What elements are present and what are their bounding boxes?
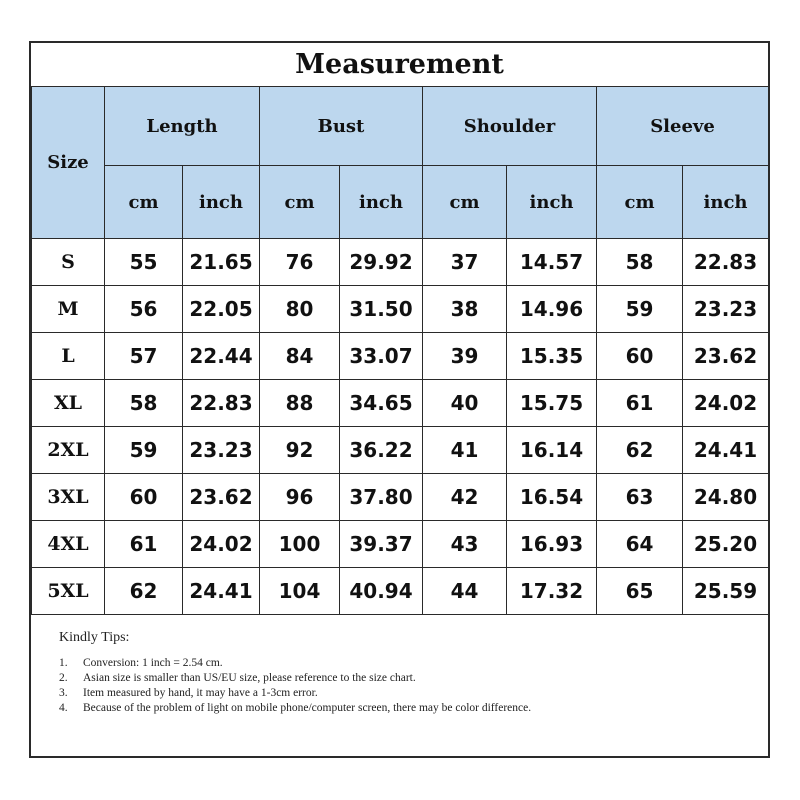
value-cell: 24.41 xyxy=(683,427,769,474)
value-cell: 15.75 xyxy=(507,380,597,427)
table-row xyxy=(32,380,769,427)
group-header-bust: Bust xyxy=(260,87,423,166)
table-row xyxy=(32,286,769,333)
value-cell: 65 xyxy=(597,568,683,615)
value-cell: 40.94 xyxy=(340,568,423,615)
value-cell: 24.02 xyxy=(183,521,260,568)
size-cell: 5XL xyxy=(32,568,105,615)
header-row-units xyxy=(32,166,769,239)
value-cell: 60 xyxy=(105,474,183,521)
value-cell: 31.50 xyxy=(340,286,423,333)
value-cell: 34.65 xyxy=(340,380,423,427)
value-cell: 33.07 xyxy=(340,333,423,380)
value-cell: 43 xyxy=(423,521,507,568)
unit-header: cm xyxy=(423,166,507,239)
tip-text: Asian size is smaller than US/EU size, please reference to the size chart. xyxy=(83,672,416,684)
value-cell: 23.23 xyxy=(183,427,260,474)
value-cell: 55 xyxy=(105,239,183,286)
unit-header: cm xyxy=(260,166,340,239)
size-cell: S xyxy=(32,239,105,286)
value-cell: 23.23 xyxy=(683,286,769,333)
value-cell: 22.83 xyxy=(183,380,260,427)
value-cell: 76 xyxy=(260,239,340,286)
value-cell: 64 xyxy=(597,521,683,568)
value-cell: 42 xyxy=(423,474,507,521)
value-cell: 23.62 xyxy=(683,333,769,380)
value-cell: 16.93 xyxy=(507,521,597,568)
unit-header: inch xyxy=(183,166,260,239)
size-header: Size xyxy=(32,87,105,239)
value-cell: 36.22 xyxy=(340,427,423,474)
value-cell: 39 xyxy=(423,333,507,380)
table-row xyxy=(32,427,769,474)
value-cell: 22.44 xyxy=(183,333,260,380)
group-header-sleeve: Sleeve xyxy=(597,87,769,166)
group-header-length: Length xyxy=(105,87,260,166)
group-header-shoulder: Shoulder xyxy=(423,87,597,166)
size-cell: 2XL xyxy=(32,427,105,474)
value-cell: 62 xyxy=(105,568,183,615)
value-cell: 104 xyxy=(260,568,340,615)
value-cell: 39.37 xyxy=(340,521,423,568)
value-cell: 92 xyxy=(260,427,340,474)
size-cell: 4XL xyxy=(32,521,105,568)
value-cell: 22.83 xyxy=(683,239,769,286)
value-cell: 59 xyxy=(597,286,683,333)
value-cell: 60 xyxy=(597,333,683,380)
table-row xyxy=(32,239,769,286)
unit-header: cm xyxy=(597,166,683,239)
value-cell: 57 xyxy=(105,333,183,380)
table-row xyxy=(32,474,769,521)
value-cell: 100 xyxy=(260,521,340,568)
tip-number: 3. xyxy=(59,687,68,699)
value-cell: 59 xyxy=(105,427,183,474)
value-cell: 37 xyxy=(423,239,507,286)
value-cell: 80 xyxy=(260,286,340,333)
value-cell: 63 xyxy=(597,474,683,521)
header-row-groups xyxy=(32,87,769,166)
size-cell: 3XL xyxy=(32,474,105,521)
tip-number: 2. xyxy=(59,672,68,684)
tips-title: Kindly Tips: xyxy=(59,630,130,645)
value-cell: 24.41 xyxy=(183,568,260,615)
value-cell: 14.57 xyxy=(507,239,597,286)
value-cell: 21.65 xyxy=(183,239,260,286)
value-cell: 58 xyxy=(597,239,683,286)
unit-header: inch xyxy=(340,166,423,239)
unit-header: inch xyxy=(683,166,769,239)
value-cell: 58 xyxy=(105,380,183,427)
value-cell: 61 xyxy=(105,521,183,568)
value-cell: 88 xyxy=(260,380,340,427)
value-cell: 25.59 xyxy=(683,568,769,615)
value-cell: 61 xyxy=(597,380,683,427)
value-cell: 38 xyxy=(423,286,507,333)
value-cell: 17.32 xyxy=(507,568,597,615)
value-cell: 16.54 xyxy=(507,474,597,521)
tip-item xyxy=(59,671,768,686)
value-cell: 22.05 xyxy=(183,286,260,333)
value-cell: 56 xyxy=(105,286,183,333)
size-chart-frame xyxy=(29,41,770,758)
size-cell: XL xyxy=(32,380,105,427)
size-cell: L xyxy=(32,333,105,380)
tip-number: 1. xyxy=(59,657,68,669)
value-cell: 96 xyxy=(260,474,340,521)
value-cell: 14.96 xyxy=(507,286,597,333)
tip-item xyxy=(59,656,768,671)
tips-list xyxy=(59,656,768,716)
value-cell: 15.35 xyxy=(507,333,597,380)
tip-item xyxy=(59,701,768,716)
value-cell: 24.02 xyxy=(683,380,769,427)
value-cell: 41 xyxy=(423,427,507,474)
value-cell: 16.14 xyxy=(507,427,597,474)
tip-text: Conversion: 1 inch = 2.54 cm. xyxy=(83,657,223,669)
tip-text: Because of the problem of light on mobile phone/computer screen, there may be color difference. xyxy=(83,702,532,714)
size-cell: M xyxy=(32,286,105,333)
value-cell: 62 xyxy=(597,427,683,474)
tip-item xyxy=(59,686,768,701)
tip-text: Item measured by hand, it may have a 1-3cm error. xyxy=(83,687,318,699)
value-cell: 84 xyxy=(260,333,340,380)
table-row xyxy=(32,333,769,380)
value-cell: 29.92 xyxy=(340,239,423,286)
unit-header: cm xyxy=(105,166,183,239)
size-table xyxy=(31,86,769,615)
table-row xyxy=(32,521,769,568)
table-row xyxy=(32,568,769,615)
value-cell: 40 xyxy=(423,380,507,427)
tip-number: 4. xyxy=(59,702,68,714)
kindly-tips xyxy=(31,618,768,756)
size-rows xyxy=(32,239,769,615)
unit-header: inch xyxy=(507,166,597,239)
value-cell: 25.20 xyxy=(683,521,769,568)
value-cell: 23.62 xyxy=(183,474,260,521)
value-cell: 44 xyxy=(423,568,507,615)
value-cell: 24.80 xyxy=(683,474,769,521)
chart-title: Measurement xyxy=(31,43,768,87)
value-cell: 37.80 xyxy=(340,474,423,521)
